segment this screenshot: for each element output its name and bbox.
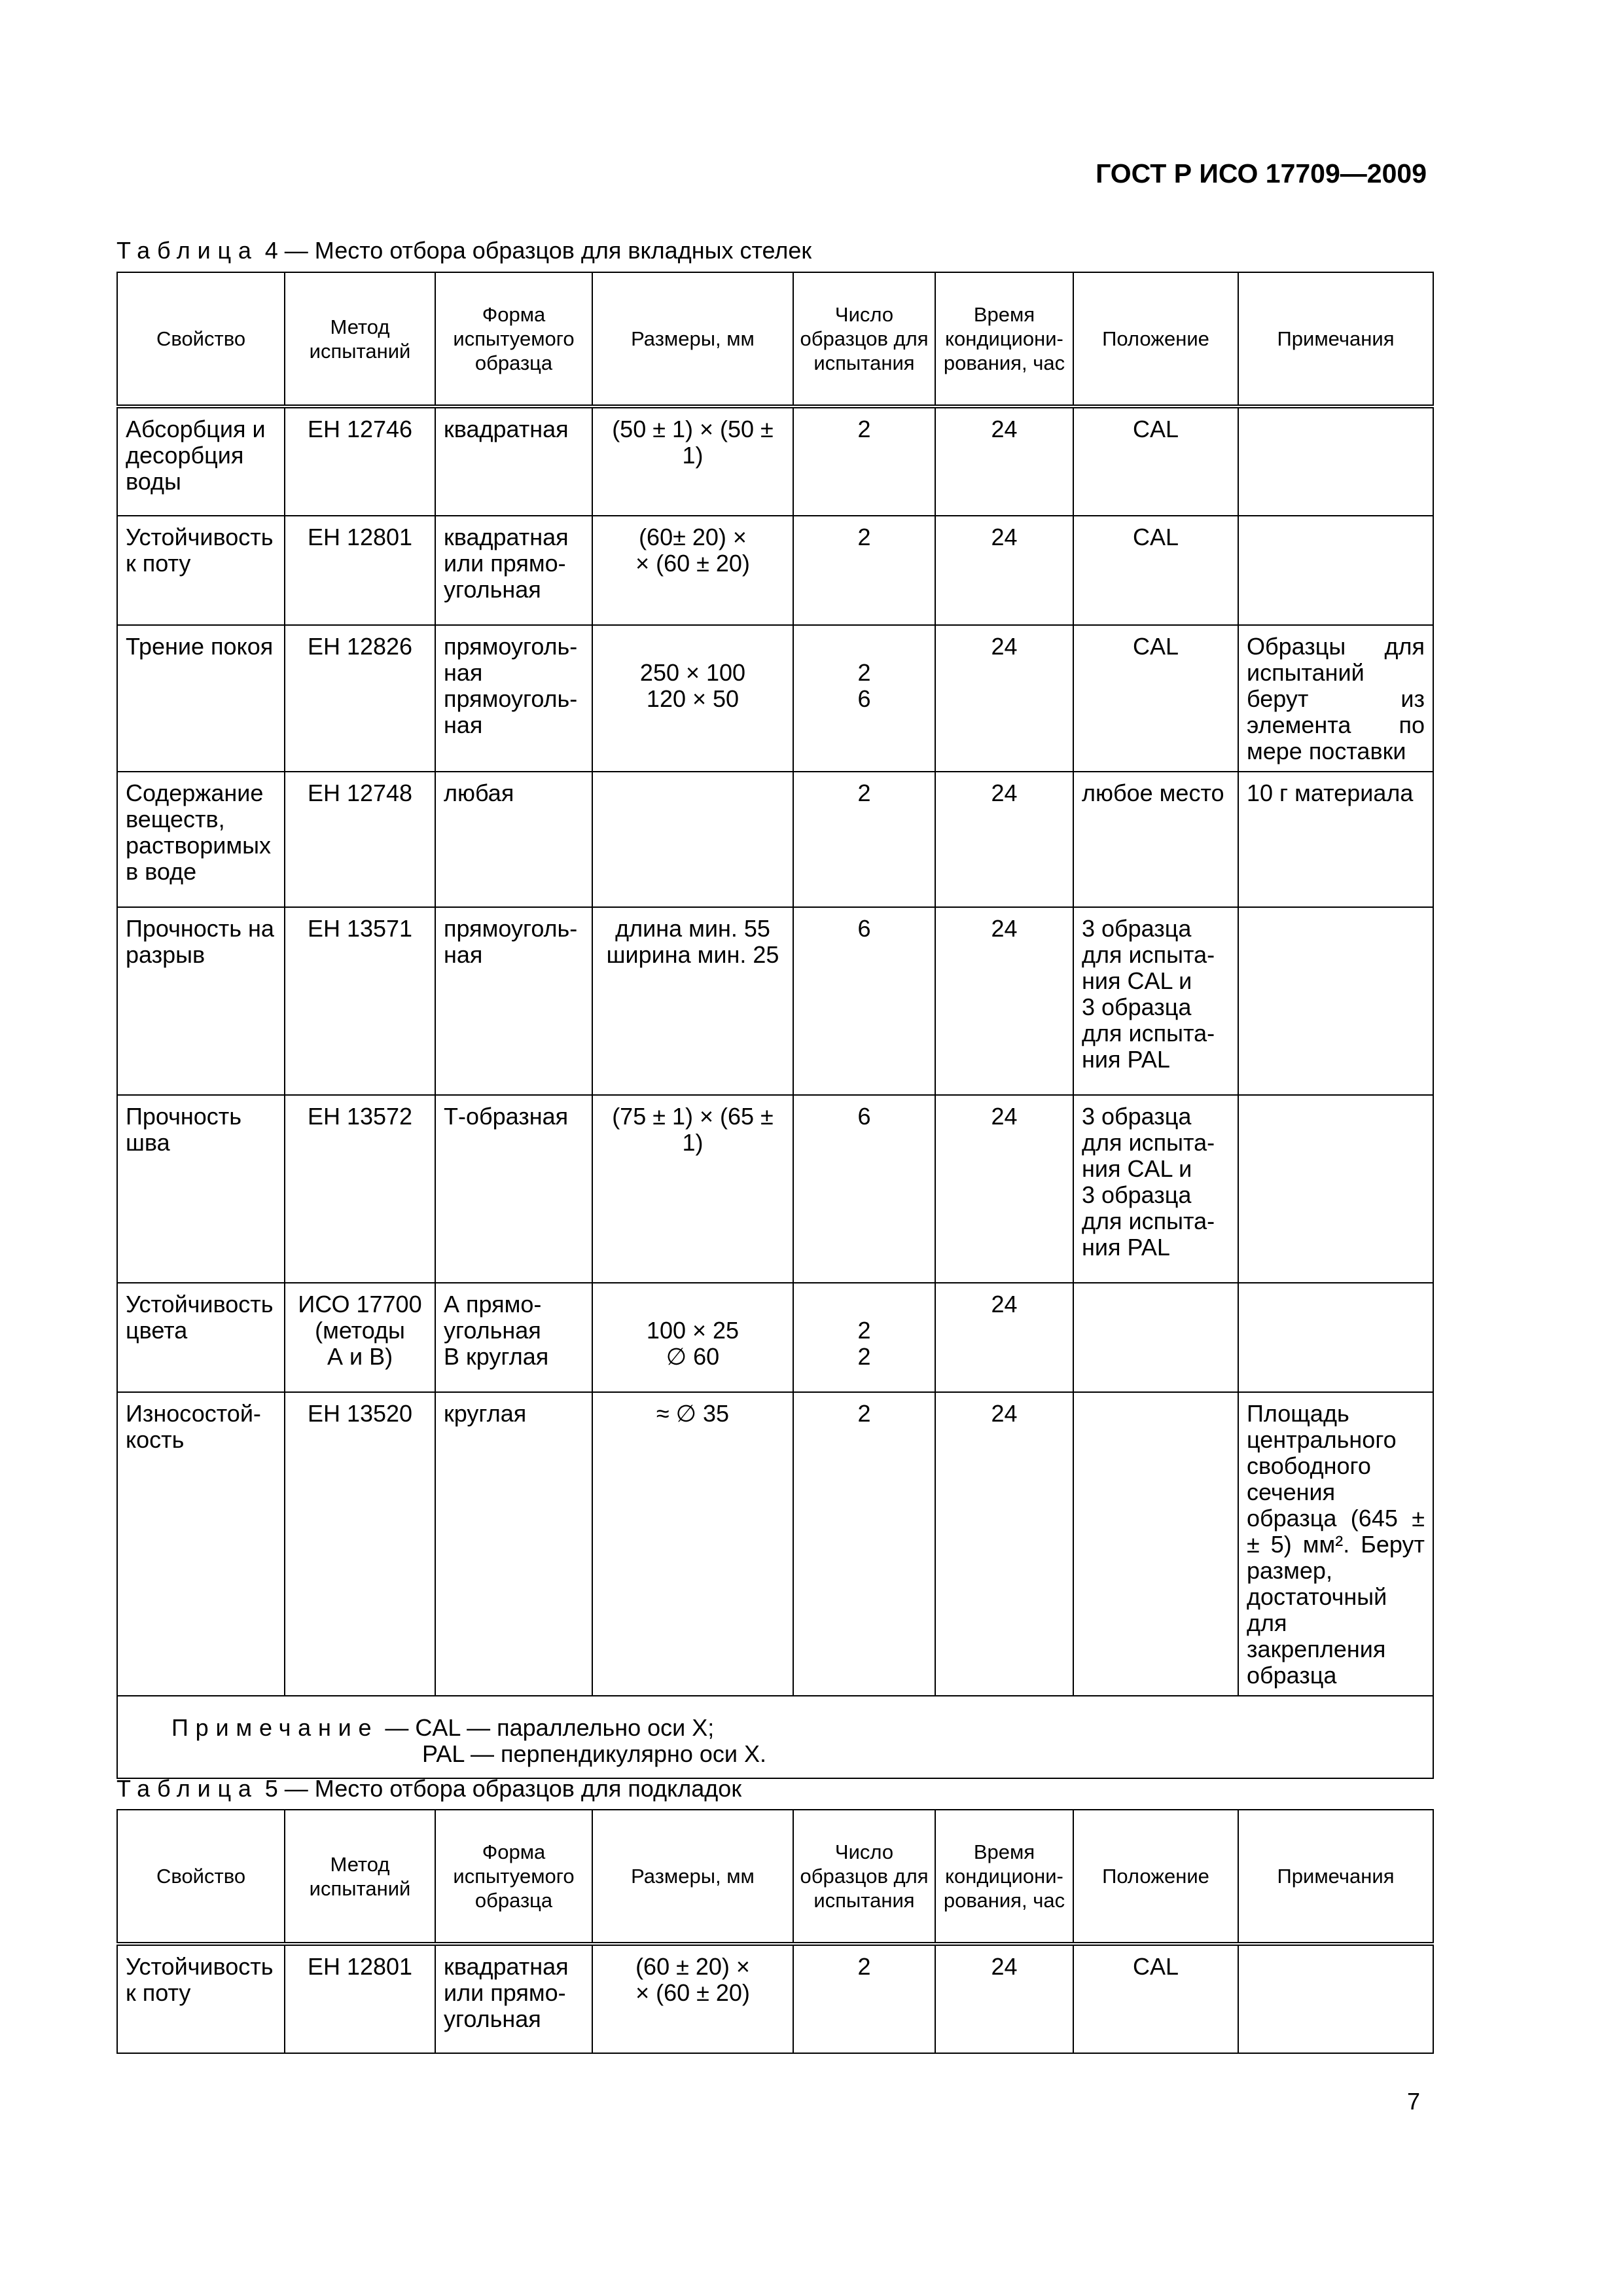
notes-cell xyxy=(1238,907,1433,1095)
column-header: Примечания xyxy=(1238,1810,1433,1944)
time-cell: 24 xyxy=(935,1944,1073,2053)
count-cell: 6 xyxy=(793,1095,935,1283)
method-cell: ИСО 17700 (методы А и В) xyxy=(285,1283,435,1392)
table4-caption-word: Таблица xyxy=(116,237,259,264)
notes-cell: Образцы для испытаний берут из элемента по мере поставки xyxy=(1238,625,1433,772)
property-cell: Устойчивость цвета xyxy=(117,1283,285,1392)
count-cell: 2 2 xyxy=(793,1283,935,1392)
table4-note xyxy=(117,1696,1433,1778)
count-cell: 2 6 xyxy=(793,625,935,772)
table4-header-row xyxy=(117,272,1433,406)
notes-cell xyxy=(1238,516,1433,625)
column-header: Положение xyxy=(1073,272,1238,406)
shape-cell: прямоуголь- ная прямоуголь- ная xyxy=(435,625,592,772)
column-header: Свойство xyxy=(117,1810,285,1944)
shape-cell: любая xyxy=(435,772,592,907)
size-cell: (60 ± 20) × × (60 ± 20) xyxy=(592,1944,793,2053)
property-cell: Прочность на разрыв xyxy=(117,907,285,1095)
column-header: Размеры, мм xyxy=(592,1810,793,1944)
table-row xyxy=(117,406,1433,516)
table-row xyxy=(117,907,1433,1095)
count-cell: 2 xyxy=(793,1944,935,2053)
method-cell: ЕН 12801 xyxy=(285,1944,435,2053)
method-cell: ЕН 12748 xyxy=(285,772,435,907)
property-cell: Прочность шва xyxy=(117,1095,285,1283)
size-cell: 100 × 25 ∅ 60 xyxy=(592,1283,793,1392)
count-cell: 2 xyxy=(793,772,935,907)
time-cell: 24 xyxy=(935,625,1073,772)
time-cell: 24 xyxy=(935,1392,1073,1696)
size-cell: (75 ± 1) × (65 ± 1) xyxy=(592,1095,793,1283)
table-row xyxy=(117,516,1433,625)
shape-cell: круглая xyxy=(435,1392,592,1696)
size-cell xyxy=(592,772,793,907)
table-row xyxy=(117,1392,1433,1696)
method-cell: ЕН 13571 xyxy=(285,907,435,1095)
table4-caption-text: 4 — Место отбора образцов для вкладных стелек xyxy=(264,237,812,264)
position-cell: CAL xyxy=(1073,406,1238,516)
count-cell: 6 xyxy=(793,907,935,1095)
position-cell xyxy=(1073,1283,1238,1392)
note-word: Примечание xyxy=(171,1714,379,1741)
column-header: Метод испытаний xyxy=(285,1810,435,1944)
time-cell: 24 xyxy=(935,907,1073,1095)
column-header: Число образцов для испытания xyxy=(793,1810,935,1944)
position-cell: 3 образца для испыта- ния CAL и 3 образца для испыта- ния PAL xyxy=(1073,907,1238,1095)
table-row xyxy=(117,1095,1433,1283)
notes-cell xyxy=(1238,406,1433,516)
column-header: Число образцов для испытания xyxy=(793,272,935,406)
table-row xyxy=(117,1283,1433,1392)
page-number: 7 xyxy=(1407,2088,1421,2115)
column-header: Время кондициони-рования, час xyxy=(935,272,1073,406)
shape-cell: квадратная или прямо- угольная xyxy=(435,516,592,625)
method-cell: ЕН 13520 xyxy=(285,1392,435,1696)
notes-cell xyxy=(1238,1095,1433,1283)
time-cell: 24 xyxy=(935,406,1073,516)
time-cell: 24 xyxy=(935,1095,1073,1283)
column-header: Размеры, мм xyxy=(592,272,793,406)
column-header: Примечания xyxy=(1238,272,1433,406)
column-header: Положение xyxy=(1073,1810,1238,1944)
notes-cell xyxy=(1238,1944,1433,2053)
table5 xyxy=(116,1809,1434,2054)
column-header: Метод испытаний xyxy=(285,272,435,406)
standard-code: ГОСТ Р ИСО 17709—2009 xyxy=(1096,158,1427,188)
table-row xyxy=(117,625,1433,772)
size-cell: ≈ ∅ 35 xyxy=(592,1392,793,1696)
table5-caption-text: 5 — Место отбора образцов для подкладок xyxy=(264,1775,742,1802)
column-header: Форма испытуемого образца xyxy=(435,1810,592,1944)
column-header: Время кондициони-рования, час xyxy=(935,1810,1073,1944)
position-cell: CAL xyxy=(1073,625,1238,772)
table4-caption xyxy=(116,237,812,264)
time-cell: 24 xyxy=(935,772,1073,907)
table-row xyxy=(117,772,1433,907)
table5-header-row xyxy=(117,1810,1433,1944)
size-cell: (60± 20) × × (60 ± 20) xyxy=(592,516,793,625)
table4-note-row xyxy=(117,1696,1433,1778)
notes-cell: 10 г материала xyxy=(1238,772,1433,907)
shape-cell: квадратная xyxy=(435,406,592,516)
size-cell: (50 ± 1) × (50 ± 1) xyxy=(592,406,793,516)
time-cell: 24 xyxy=(935,516,1073,625)
method-cell: ЕН 12801 xyxy=(285,516,435,625)
position-cell: CAL xyxy=(1073,1944,1238,2053)
notes-cell: Площадь центрального свободного сечения образца (645 ± ± 5) мм². Берут размер, достаточный для закрепления образца xyxy=(1238,1392,1433,1696)
count-cell: 2 xyxy=(793,516,935,625)
note-line-1: — CAL — параллельно оси X; xyxy=(385,1714,715,1741)
property-cell: Содержание веществ, растворимых в воде xyxy=(117,772,285,907)
method-cell: ЕН 12826 xyxy=(285,625,435,772)
time-cell: 24 xyxy=(935,1283,1073,1392)
table-row xyxy=(117,1944,1433,2053)
table5-caption-word: Таблица xyxy=(116,1775,259,1802)
property-cell: Трение покоя xyxy=(117,625,285,772)
size-cell: длина мин. 55 ширина мин. 25 xyxy=(592,907,793,1095)
size-cell: 250 × 100 120 × 50 xyxy=(592,625,793,772)
column-header: Форма испытуемого образца xyxy=(435,272,592,406)
shape-cell: квадратная или прямо- угольная xyxy=(435,1944,592,2053)
count-cell: 2 xyxy=(793,1392,935,1696)
table4 xyxy=(116,272,1434,1779)
property-cell: Износостой- кость xyxy=(117,1392,285,1696)
shape-cell: прямоуголь- ная xyxy=(435,907,592,1095)
shape-cell: А прямо- угольная В круглая xyxy=(435,1283,592,1392)
column-header: Свойство xyxy=(117,272,285,406)
property-cell: Устойчивость к поту xyxy=(117,1944,285,2053)
notes-cell xyxy=(1238,1283,1433,1392)
position-cell: CAL xyxy=(1073,516,1238,625)
position-cell: 3 образца для испыта- ния CAL и 3 образца для испыта- ния PAL xyxy=(1073,1095,1238,1283)
shape-cell: Т-образная xyxy=(435,1095,592,1283)
position-cell xyxy=(1073,1392,1238,1696)
method-cell: ЕН 12746 xyxy=(285,406,435,516)
method-cell: ЕН 13572 xyxy=(285,1095,435,1283)
property-cell: Абсорбция и десорбция воды xyxy=(117,406,285,516)
position-cell: любое место xyxy=(1073,772,1238,907)
table5-caption xyxy=(116,1775,741,1803)
note-line-2: PAL — перпендикулярно оси X. xyxy=(422,1740,767,1767)
property-cell: Устойчивость к поту xyxy=(117,516,285,625)
count-cell: 2 xyxy=(793,406,935,516)
